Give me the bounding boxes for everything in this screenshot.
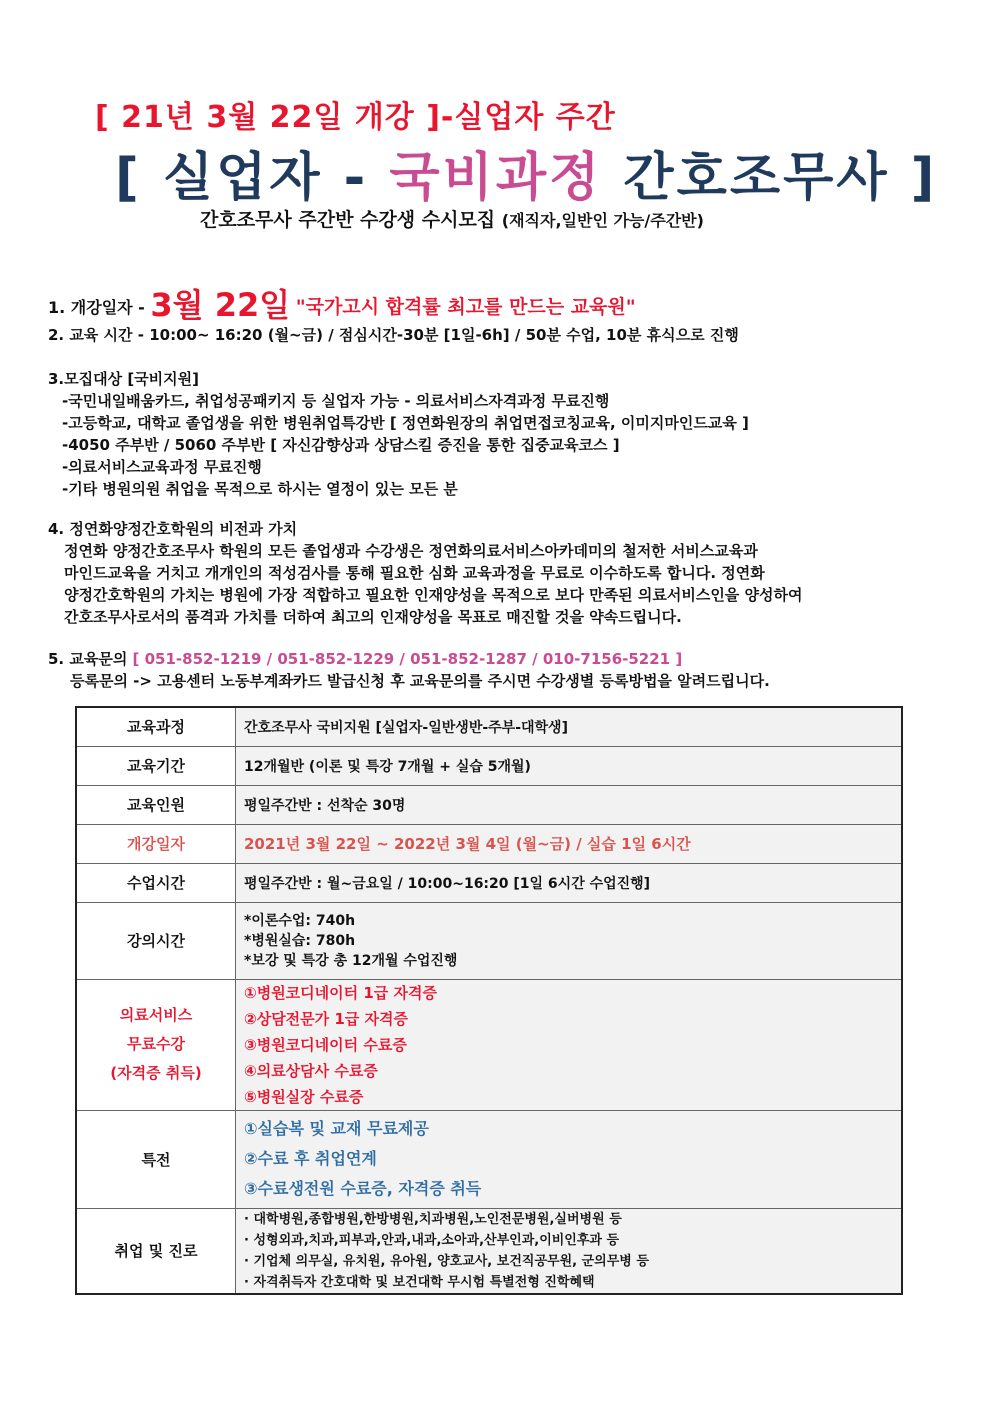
table-row: [76, 707, 902, 746]
vision-line: 마인드교육을 거치고 개개인의 적성검사를 통해 필요한 심화 교육과정을 무료로 이수하도록 합니다. 정연화: [64, 564, 765, 582]
start-date-value: 3월 22일: [150, 286, 291, 324]
main-title-highlight: 국비과정: [389, 148, 603, 208]
hours-line: *이론수업: 740h: [244, 912, 356, 929]
course-info-table: [75, 706, 903, 1295]
table-value: [236, 979, 903, 1110]
vision-title: 4. 정연화양정간호학원의 비전과 가치: [48, 520, 298, 538]
table-label: 교육과정: [76, 707, 236, 746]
table-value: 2021년 3월 22일 ~ 2022년 3월 4일 (월~금) / 실습 1일 6시간: [236, 824, 903, 863]
vision-line: 양정간호학원의 가치는 병원에 가장 적합하고 필요한 인재양성을 목적으로 보다 만족된 의료서비스인을 양성하여: [64, 586, 803, 604]
cert-line: ④의료상담사 수료증: [244, 1061, 378, 1080]
table-label: 교육인원: [76, 785, 236, 824]
hours-line: *병원실습: 780h: [244, 932, 356, 949]
table-label: 개강일자: [76, 824, 236, 863]
table-value: [236, 1208, 903, 1294]
subtitle-note: (재직자,일반인 가능/주간반): [501, 211, 704, 230]
vision-line: 간호조무사로서의 품격과 가치를 더하여 최고의 인재양성을 목표로 매진할 것을 약속드립니다.: [64, 608, 682, 626]
contact-line: [48, 648, 770, 670]
recruit-items: [48, 390, 749, 500]
table-row: [76, 746, 902, 785]
table-value: 평일주간반 : 월~금요일 / 10:00~16:20 [1일 6시간 수업진행]: [236, 863, 903, 902]
table-label: [76, 979, 236, 1110]
table-row: [76, 863, 902, 902]
cert-line: ③병원코디네이터 수료증: [244, 1035, 407, 1054]
section-recruit: [48, 368, 749, 500]
cert-line: ②상담전문가 1급 자격증: [244, 1009, 408, 1028]
table-label: 강의시간: [76, 902, 236, 979]
table-value: 12개월반 (이론 및 특강 7개월 + 실습 5개월): [236, 746, 903, 785]
career-line: · 대학병원,종합병원,한방병원,치과병원,노인전문병원,실버병원 등: [244, 1211, 622, 1227]
cert-label-line: 의료서비스: [119, 1006, 193, 1024]
table-label: 교육기간: [76, 746, 236, 785]
table-row: [76, 824, 902, 863]
list-item: -4050 주부반 / 5060 주부반 [ 자신감향상과 상담스킬 증진을 통한 집중교육코스 ]: [62, 436, 620, 454]
hours-line: *보강 및 특강 총 12개월 수업진행: [244, 952, 458, 969]
cert-line: ⑤병원실장 수료증: [244, 1087, 364, 1106]
table-row: [76, 1110, 902, 1208]
list-item: -기타 병원의원 취업을 목적으로 하시는 열정이 있는 모든 분: [62, 480, 458, 498]
table-row: [76, 902, 902, 979]
table-label: 취업 및 진로: [76, 1208, 236, 1294]
table-value: 간호조무사 국비지원 [실업자-일반생반-주부-대학생]: [236, 707, 903, 746]
perk-line: ③수료생전원 수료증, 자격증 취득: [244, 1179, 482, 1198]
section-class-time: 2. 교육 시간 - 10:00~ 16:20 (월~금) / 점심시간-30분 [1일-6h] / 50분 수업, 10분 휴식으로 진행: [48, 326, 739, 344]
subtitle-text: 간호조무사 주간반 수강생 수시모집: [200, 209, 496, 231]
career-line: · 성형외과,치과,피부과,안과,내과,소아과,산부인과,이비인후과 등: [244, 1232, 620, 1248]
table-value: 평일주간반 : 선착순 30명: [236, 785, 903, 824]
vision-line: 정연화 양정간호조무사 학원의 모든 졸업생과 수강생은 정연화의료서비스아카데미의 철저한 서비스교육과: [64, 542, 758, 560]
contact-note: 등록문의 -> 고용센터 노동부계좌카드 발급신청 후 교육문의를 주시면 수강생별 등록방법을 알려드립니다.: [70, 672, 770, 690]
table-row: [76, 979, 902, 1110]
table-value: [236, 902, 903, 979]
list-item: -국민내일배움카드, 취업성공패키지 등 실업자 가능 - 의료서비스자격과정 무료진행: [62, 392, 610, 410]
list-item: -의료서비스교육과정 무료진행: [62, 458, 262, 476]
cert-line: ①병원코디네이터 1급 자격증: [244, 983, 437, 1002]
section-contact: [48, 648, 770, 692]
recruit-title: 3.모집대상 [국비지원]: [48, 370, 199, 388]
section-vision: [48, 518, 802, 628]
contact-phones: [ 051-852-1219 / 051-852-1229 / 051-852-1287 / 010-7156-5221 ]: [132, 650, 683, 668]
table-value: [236, 1110, 903, 1208]
table-label: 특전: [76, 1110, 236, 1208]
career-line: · 기업체 의무실, 유치원, 유아원, 양호교사, 보건직공무원, 군의무병 등: [244, 1253, 649, 1269]
main-title-open: [ 실업자 -: [115, 148, 390, 208]
cert-label-line: 무료수강: [127, 1035, 185, 1053]
perk-line: ②수료 후 취업연계: [244, 1149, 377, 1168]
start-date-label: 1. 개강일자 -: [48, 298, 151, 317]
career-line: · 자격취득자 간호대학 및 보건대학 무시험 특별전형 진학혜택: [244, 1274, 595, 1290]
cert-label-line: (자격증 취득): [110, 1064, 202, 1082]
table-row: [76, 1208, 902, 1294]
table-label: 수업시간: [76, 863, 236, 902]
top-headline: [ 21년 3월 22일 개강 ]-실업자 주간: [95, 100, 616, 135]
list-item: -고등학교, 대학교 졸업생을 위한 병원취업특강반 [ 정연화원장의 취업면접코칭교육, 이미지마인드교육 ]: [62, 414, 749, 432]
subtitle: [200, 205, 704, 232]
vision-body: [48, 540, 802, 628]
contact-label: 5. 교육문의: [48, 650, 133, 668]
main-title: [115, 135, 937, 210]
section-start-date: [48, 280, 636, 326]
main-title-close: 간호조무사 ]: [602, 148, 938, 208]
table-row: [76, 785, 902, 824]
perk-line: ①실습복 및 교재 무료제공: [244, 1119, 429, 1138]
slogan: "국가고시 합격률 최고를 만드는 교육원": [295, 296, 636, 318]
